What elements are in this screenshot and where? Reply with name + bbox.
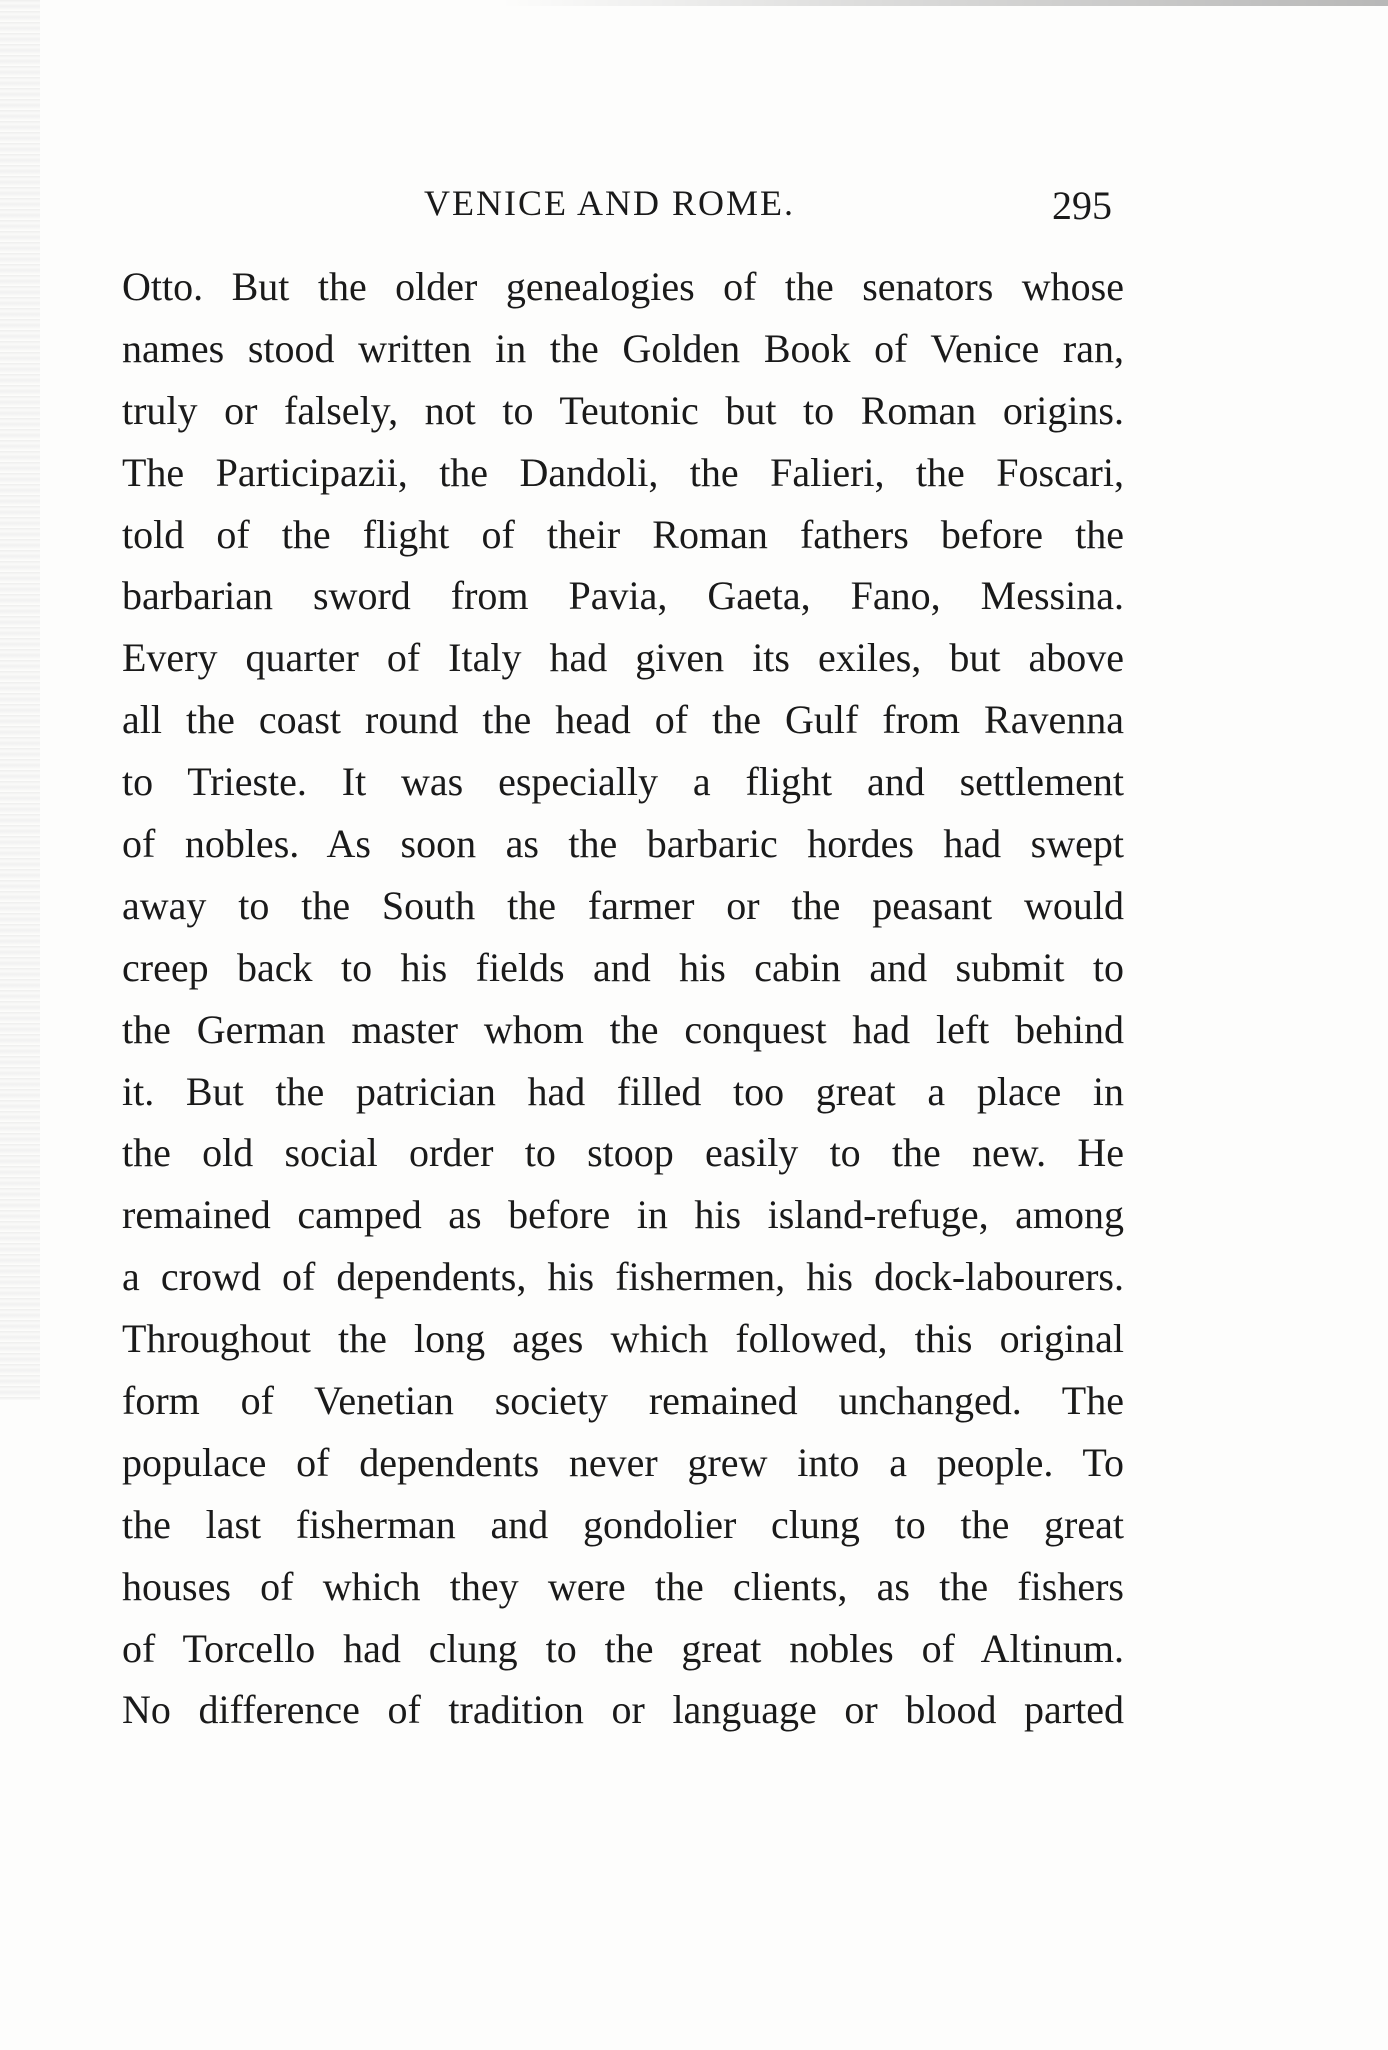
running-head — [126, 182, 1122, 232]
text-line: of Torcello had clung to the great nobles of Altinum. — [122, 1625, 1124, 1671]
text-line: the old social order to stoop easily to the new. He — [122, 1130, 1124, 1176]
text-line: all the coast round the head of the Gulf from Ravenna — [122, 697, 1124, 743]
scan-edge-artifact — [0, 0, 40, 1400]
text-line: barbarian sword from Pavia, Gaeta, Fano, Messina. — [122, 573, 1124, 619]
text-line: populace of dependents never grew into a people. To — [122, 1439, 1124, 1485]
text-line: the German master whom the conquest had left behind — [122, 1006, 1124, 1052]
page-number: 295 — [1052, 183, 1112, 228]
text-line: away to the South the farmer or the peasant would — [122, 882, 1124, 928]
text-line: names stood written in the Golden Book of Venice ran, — [122, 325, 1124, 371]
text-line: remained camped as before in his island-refuge, among — [122, 1192, 1124, 1238]
text-line: form of Venetian society remained unchanged. The — [122, 1378, 1124, 1424]
text-line: truly or falsely, not to Teutonic but to Roman origins. — [122, 387, 1124, 433]
text-line: houses of which they were the clients, as the fishers — [122, 1563, 1124, 1609]
text-line: the last fisherman and gondolier clung to the great — [122, 1501, 1124, 1547]
text-line: Every quarter of Italy had given its exiles, but above — [122, 635, 1124, 681]
body-text — [122, 256, 1124, 1741]
text-line: it. But the patrician had filled too great a place in — [122, 1068, 1124, 1114]
text-line: of nobles. As soon as the barbaric hordes had swept — [122, 821, 1124, 867]
text-line: No difference of tradition or language or blood parted — [122, 1687, 1124, 1733]
scan-top-artifact — [500, 0, 1388, 6]
text-line: to Trieste. It was especially a flight and settlement — [122, 759, 1124, 805]
text-line: The Participazii, the Dandoli, the Falieri, the Foscari, — [122, 449, 1124, 495]
text-line: a crowd of dependents, his fishermen, his dock-labourers. — [122, 1254, 1124, 1300]
running-title: VENICE AND ROME. — [424, 183, 795, 223]
text-line: creep back to his fields and his cabin and submit to — [122, 944, 1124, 990]
text-line: Otto. But the older genealogies of the senators whose — [122, 264, 1124, 309]
text-line: told of the flight of their Roman fathers before the — [122, 511, 1124, 557]
text-line: Throughout the long ages which followed, this original — [122, 1316, 1124, 1362]
